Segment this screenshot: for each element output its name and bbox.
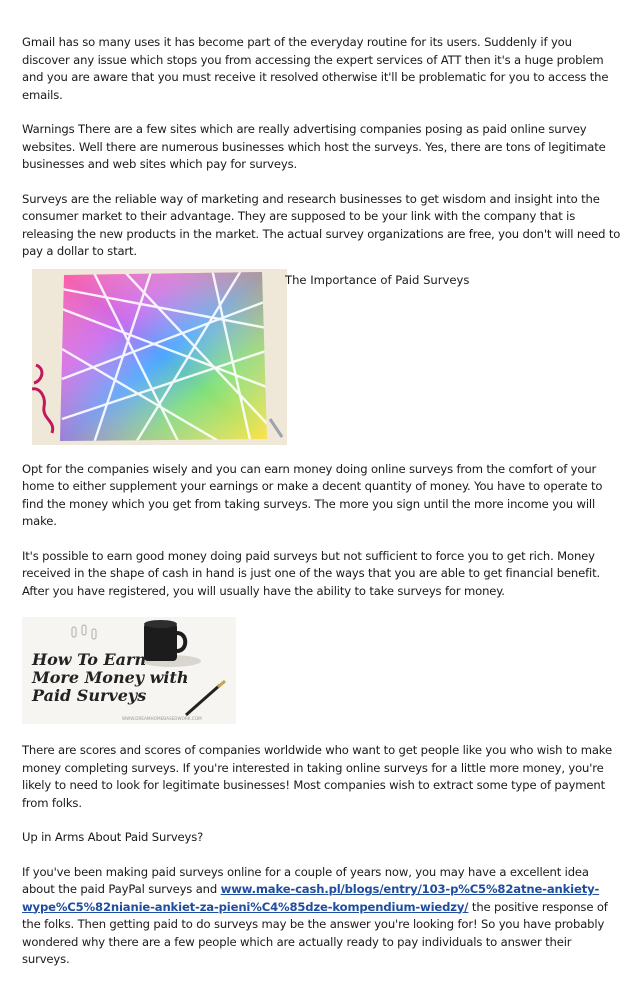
paypal-text-before: If you've been making paid surveys online for a couple of years now, you may have a excellent idea about the paid PayPal surveys and	[22, 864, 589, 896]
paragraph-scores-companies: There are scores and scores of companies worldwide who want to get people like you who wish to make money completing surveys. If you're interested in taking online surveys for a little more money, you're likely to need to look for legitimate businesses! Most companies wish to extract some type of payment from folks.	[22, 743, 612, 810]
paragraph-gmail: Gmail has so many uses it has become part of the everyday routine for its users. Suddenly if you discover any issue which stops you from accessing the expert services of ATT then it's a huge problem and you are aware that you must receive it resolved otherwise it'll be problematic for you to access the emails.	[22, 35, 609, 102]
image-watermark: WWW.DREAMHOMEBASEDWORK.COM	[122, 716, 202, 721]
image-text-line2: More Money with	[32, 668, 189, 687]
paragraph-good-money: It's possible to earn good money doing paid surveys but not sufficient to force you to get rich. Money received in the shape of cash in hand is just one of the ways that you are able to get financial benefit. After you have registered, you will usually have the ability to take surveys for money.	[22, 548, 601, 598]
paragraph-opt-companies: Opt for the companies wisely and you can earn money doing online surveys from the comfort of your home to either supplement your earnings or make a decent quantity of money. You have to operate to find the money which you get from taking surveys. The more you sign until the more income you will make.	[22, 461, 603, 528]
image-row-1	[22, 269, 622, 447]
document-page	[22, 34, 622, 986]
colorful-painting-image	[32, 269, 287, 445]
how-to-earn-image	[22, 617, 236, 724]
paragraph-warnings: Warnings There are a few sites which are really advertising companies posing as paid online survey websites. Well there are numerous businesses which host the surveys. Yes, there are tons of legitimate businesses and web sites which pay for surveys.	[22, 122, 606, 171]
image-caption-importance: The Importance of Paid Surveys	[285, 272, 470, 287]
heading-up-in-arms: Up in Arms About Paid Surveys?	[22, 830, 204, 844]
image-text-line3: Paid Surveys	[32, 686, 147, 705]
make-cash-link[interactable]: www.make-cash.pl/blogs/entry/103-p%C5%82atne-ankiety-wype%C5%82nianie-ankiet-za-pieni%C4%85dze-kompendium-wiedzy/	[22, 882, 600, 914]
image-text-line1: How To Earn	[32, 650, 147, 669]
paypal-text-after: the positive response of the folks. Then getting paid to do surveys may be the answer you're looking for! So you have probably wondered why there are a few people which are actually ready to pay individuals to answer their surveys.	[22, 899, 608, 966]
paragraph-surveys-reliable: Surveys are the reliable way of marketing and research businesses to get wisdom and insight into the consumer market to their advantage. They are supposed to be your link with the company that is releasing the new products in the market. The actual survey organizations are free, you don't will need to pay a dollar to start.	[22, 191, 621, 258]
paragraph-paypal-surveys	[22, 864, 622, 969]
